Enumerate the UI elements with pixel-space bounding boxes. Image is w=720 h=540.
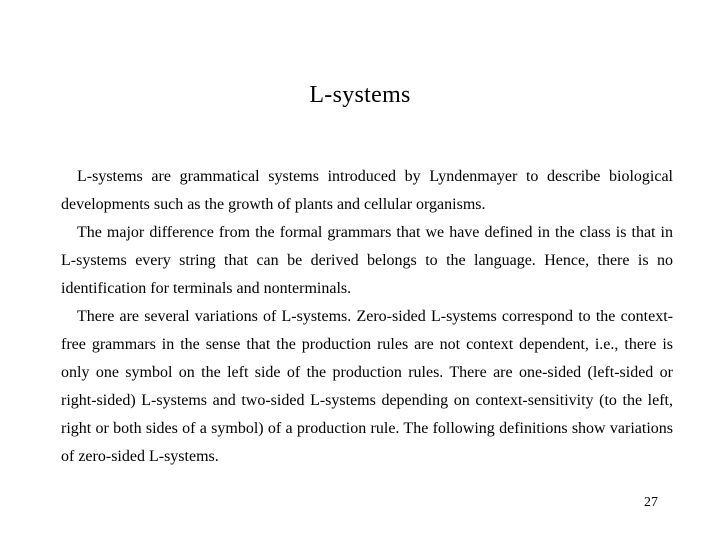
slide-title-text: L-systems: [309, 82, 411, 108]
slide-title: [0, 80, 720, 110]
paragraph-major-difference: The major difference from the formal grammars that we have defined in the class is that in L-systems every string that can be derived belongs to the language. Hence, there is no identification for terminals and nonterminals.: [61, 224, 673, 297]
page-number: 27: [644, 495, 658, 510]
paragraph-variations: There are several variations of L-systems. Zero-sided L-systems correspond to the context-free grammars in the sense that the production rules are not context dependent, i.e., there is only one symbol on the left side of the production rules. There are one-sided (left-sided or right-sided) L-systems and two-sided L-systems depending on context-sensitivity (to the left, right or both sides of a symbol) of a production rule. The following definitions show variations of zero-sided L-systems.: [61, 308, 673, 465]
slide-body: [61, 163, 673, 471]
paragraph-introduction: L-systems are grammatical systems introduced by Lyndenmayer to describe biological developments such as the growth of plants and cellular organisms.: [61, 168, 673, 213]
